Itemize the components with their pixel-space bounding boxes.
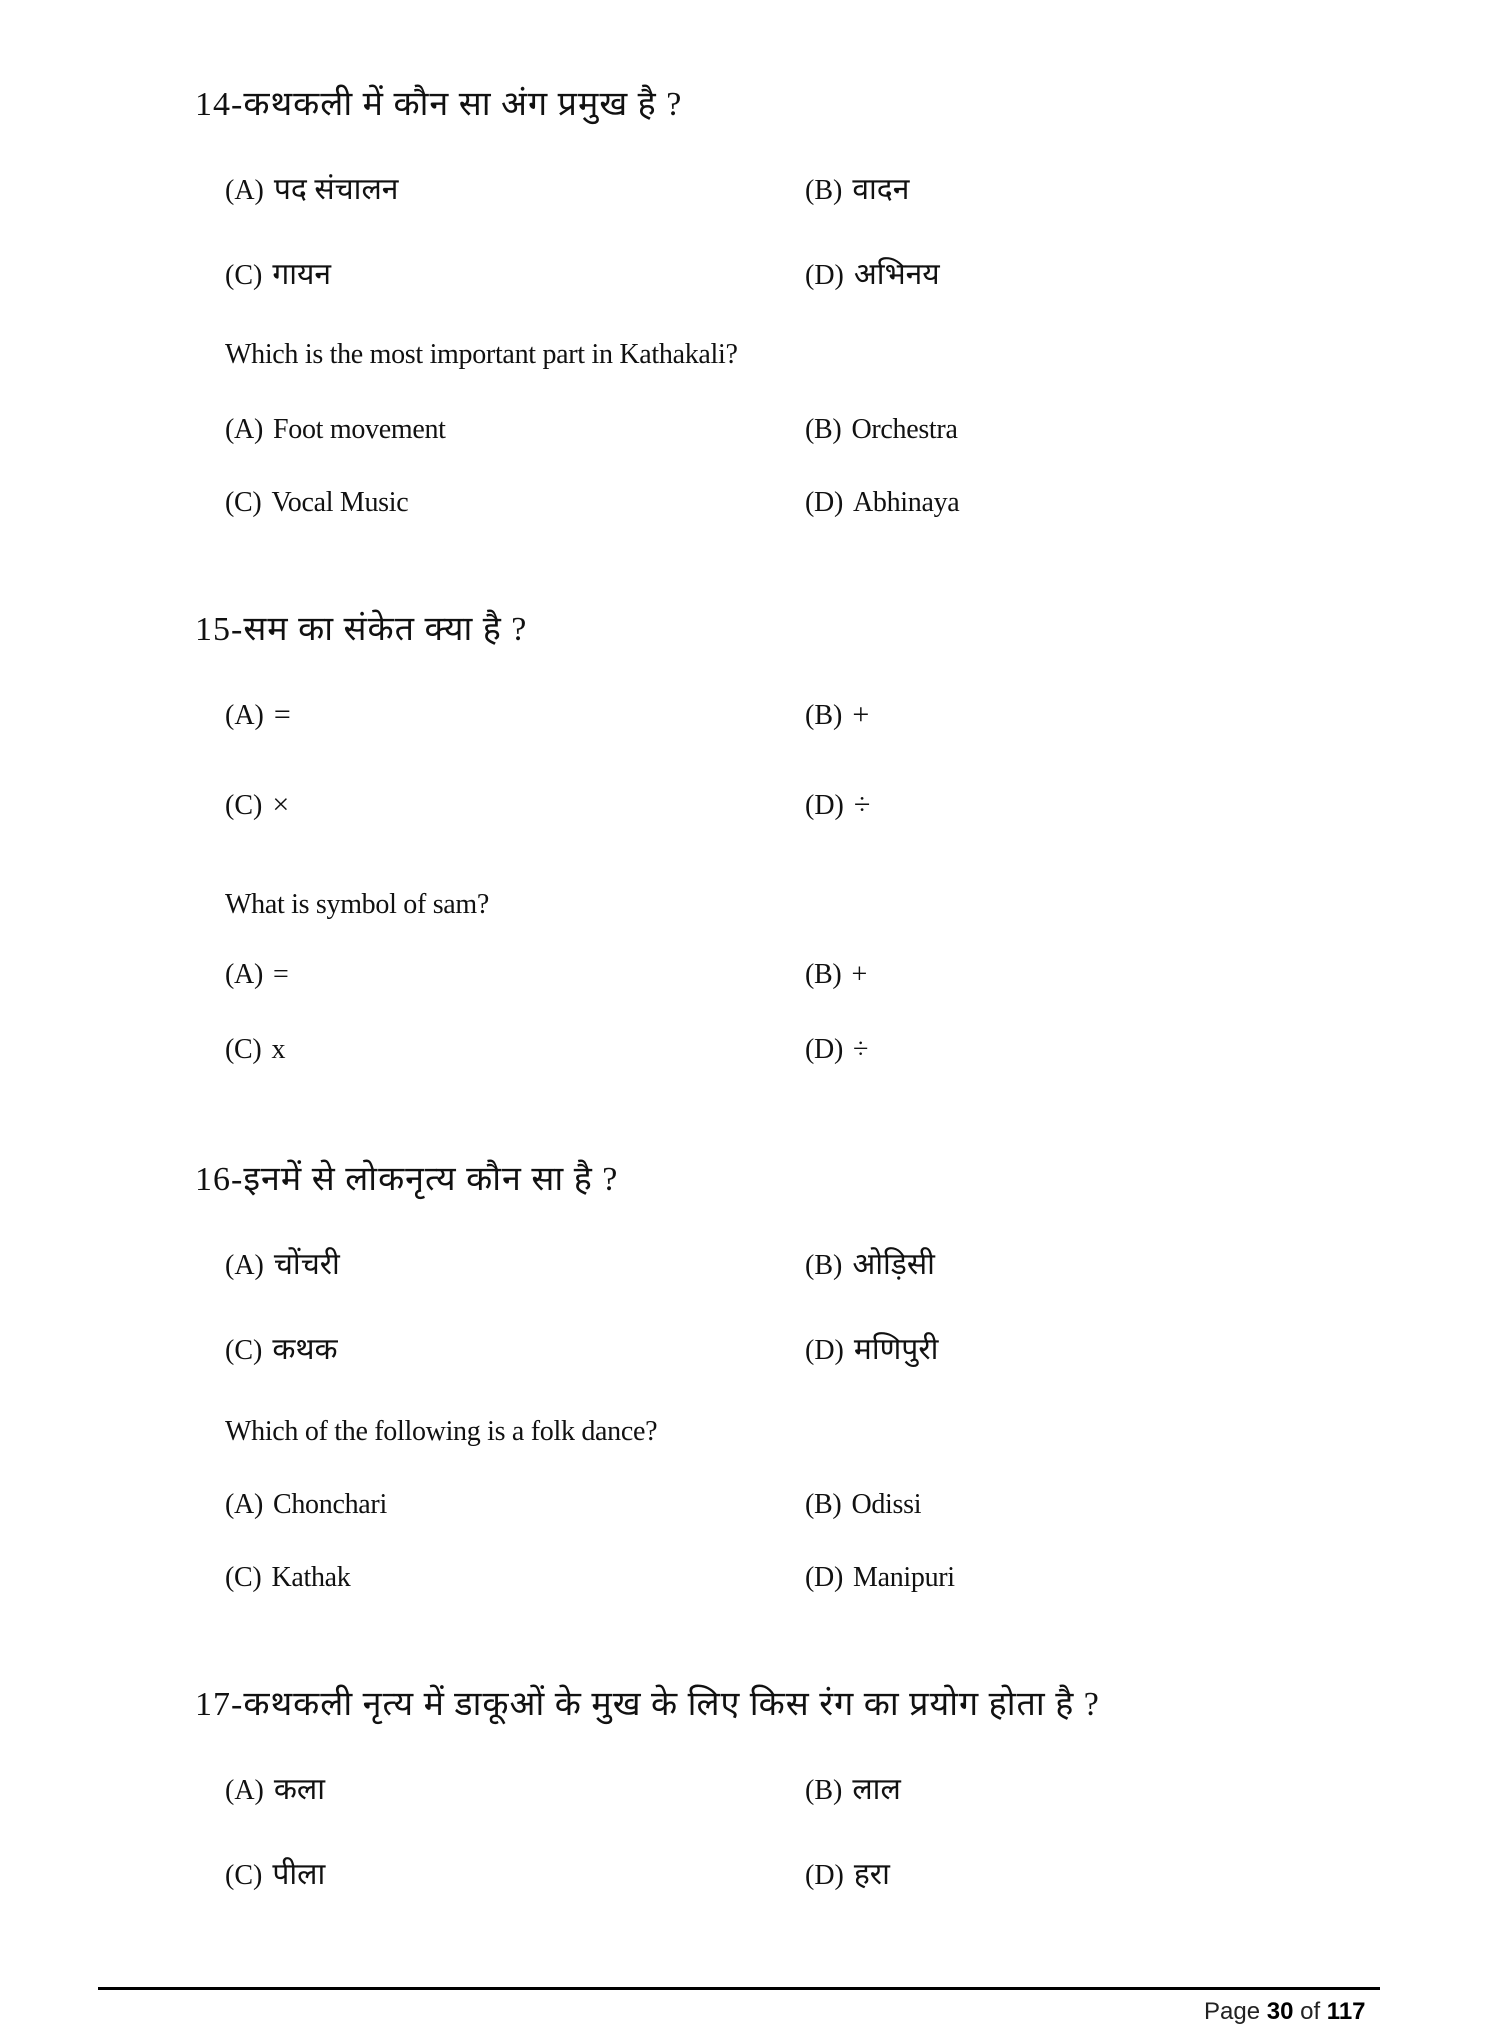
option-text: लाल bbox=[852, 1773, 901, 1806]
option-label: (D) bbox=[805, 487, 843, 518]
question-17-hindi bbox=[195, 1685, 1100, 1725]
option-text: ओड़िसी bbox=[852, 1248, 935, 1281]
q15-en-option-b bbox=[805, 958, 867, 992]
option-text: मणिपुरी bbox=[853, 1333, 939, 1366]
option-text: Orchestra bbox=[851, 414, 958, 445]
option-label: (B) bbox=[805, 700, 843, 731]
q14-hi-option-b bbox=[805, 172, 909, 209]
q15-en-option-c bbox=[225, 1033, 285, 1067]
option-label: (B) bbox=[805, 1775, 843, 1806]
option-label: (D) bbox=[805, 1034, 843, 1065]
option-label: (B) bbox=[805, 1489, 842, 1520]
option-label: (A) bbox=[225, 1250, 264, 1281]
q16-hi-option-c bbox=[225, 1332, 338, 1369]
option-label: (A) bbox=[225, 1775, 264, 1806]
option-label: (B) bbox=[805, 175, 843, 206]
q14-hi-option-a bbox=[225, 172, 398, 209]
q16-hi-option-d bbox=[805, 1332, 938, 1369]
option-text: Vocal Music bbox=[271, 487, 409, 518]
question-number: 16- bbox=[195, 1161, 244, 1198]
q14-en-option-d bbox=[805, 486, 959, 520]
question-number: 17- bbox=[195, 1686, 244, 1723]
q17-hi-option-c bbox=[225, 1857, 325, 1894]
current-page: 30 bbox=[1266, 1998, 1294, 2025]
q17-hi-option-b bbox=[805, 1772, 901, 1809]
option-label: (C) bbox=[225, 1562, 262, 1593]
q17-hi-option-d bbox=[805, 1857, 890, 1894]
option-label: (C) bbox=[225, 790, 263, 821]
option-label: (C) bbox=[225, 1860, 263, 1891]
page-word: Page bbox=[1204, 1998, 1261, 2025]
option-text: कथक bbox=[272, 1333, 338, 1366]
q14-en-option-b bbox=[805, 413, 958, 447]
option-text: पद संचालन bbox=[273, 173, 399, 206]
option-text: चोंचरी bbox=[273, 1248, 340, 1281]
question-text: कथकली नृत्य में डाकूओं के मुख के लिए किस रंग का प्रयोग होता है ? bbox=[243, 1686, 1100, 1723]
q14-en-option-a bbox=[225, 413, 446, 447]
option-label: (C) bbox=[225, 1034, 262, 1065]
option-text: ÷ bbox=[852, 1034, 869, 1065]
option-text: ÷ bbox=[853, 788, 871, 821]
option-label: (A) bbox=[225, 700, 264, 731]
option-label: (C) bbox=[225, 260, 263, 291]
option-text: × bbox=[272, 788, 290, 821]
option-label: (A) bbox=[225, 1489, 263, 1520]
option-label: (B) bbox=[805, 959, 842, 990]
option-text: Chonchari bbox=[272, 1489, 387, 1520]
option-text: = bbox=[273, 698, 291, 731]
option-text: Odissi bbox=[851, 1489, 922, 1520]
question-16-hindi bbox=[195, 1160, 618, 1200]
option-label: (B) bbox=[805, 414, 842, 445]
q16-hi-option-a bbox=[225, 1247, 340, 1284]
q16-en-option-c bbox=[225, 1561, 351, 1595]
q15-en-option-d bbox=[805, 1033, 868, 1067]
option-text: हरा bbox=[853, 1858, 890, 1891]
option-label: (D) bbox=[805, 1562, 843, 1593]
q16-hi-option-b bbox=[805, 1247, 935, 1284]
question-text: इनमें से लोकनृत्य कौन सा है ? bbox=[243, 1161, 619, 1198]
option-text: Manipuri bbox=[852, 1562, 955, 1593]
option-label: (C) bbox=[225, 487, 262, 518]
option-label: (D) bbox=[805, 1860, 844, 1891]
option-text: गायन bbox=[272, 258, 332, 291]
option-label: (A) bbox=[225, 175, 264, 206]
q14-hi-option-c bbox=[225, 257, 331, 294]
q14-en-option-c bbox=[225, 486, 408, 520]
option-label: (B) bbox=[805, 1250, 843, 1281]
footer-divider bbox=[98, 1987, 1380, 1990]
q15-en-option-a bbox=[225, 958, 288, 992]
option-text: Foot movement bbox=[272, 414, 446, 445]
option-text: x bbox=[271, 1034, 286, 1065]
option-text: + bbox=[852, 698, 870, 731]
question-15-english: What is symbol of sam? bbox=[225, 889, 490, 920]
option-label: (D) bbox=[805, 790, 844, 821]
question-number: 14- bbox=[195, 86, 244, 123]
option-text: अभिनय bbox=[853, 258, 940, 291]
option-label: (D) bbox=[805, 260, 844, 291]
q15-hi-option-b bbox=[805, 697, 869, 734]
question-15-hindi bbox=[195, 610, 527, 650]
option-text: Kathak bbox=[271, 1562, 351, 1593]
question-text: सम का संकेत क्या है ? bbox=[243, 611, 528, 648]
option-label: (C) bbox=[225, 1335, 263, 1366]
option-text: Abhinaya bbox=[852, 487, 960, 518]
q15-hi-option-c bbox=[225, 787, 289, 824]
question-14-hindi bbox=[195, 85, 682, 125]
question-number: 15- bbox=[195, 611, 244, 648]
page-number bbox=[1204, 1997, 1366, 2027]
option-text: वादन bbox=[852, 173, 910, 206]
q14-hi-option-d bbox=[805, 257, 940, 294]
option-label: (A) bbox=[225, 414, 263, 445]
question-text: कथकली में कौन सा अंग प्रमुख है ? bbox=[243, 86, 683, 123]
option-text: पीला bbox=[272, 1858, 326, 1891]
q16-en-option-d bbox=[805, 1561, 955, 1595]
q15-hi-option-a bbox=[225, 697, 291, 734]
q16-en-option-a bbox=[225, 1488, 387, 1522]
q16-en-option-b bbox=[805, 1488, 921, 1522]
q15-hi-option-d bbox=[805, 787, 870, 824]
q17-hi-option-a bbox=[225, 1772, 325, 1809]
of-word: of bbox=[1300, 1998, 1321, 2025]
option-label: (A) bbox=[225, 959, 263, 990]
option-text: कला bbox=[273, 1773, 326, 1806]
question-16-english: Which of the following is a folk dance? bbox=[225, 1416, 658, 1447]
option-text: = bbox=[272, 959, 289, 990]
question-14-english: Which is the most important part in Kathakali? bbox=[225, 339, 738, 370]
option-label: (D) bbox=[805, 1335, 844, 1366]
option-text: + bbox=[851, 959, 867, 990]
total-pages: 117 bbox=[1326, 1998, 1366, 2025]
